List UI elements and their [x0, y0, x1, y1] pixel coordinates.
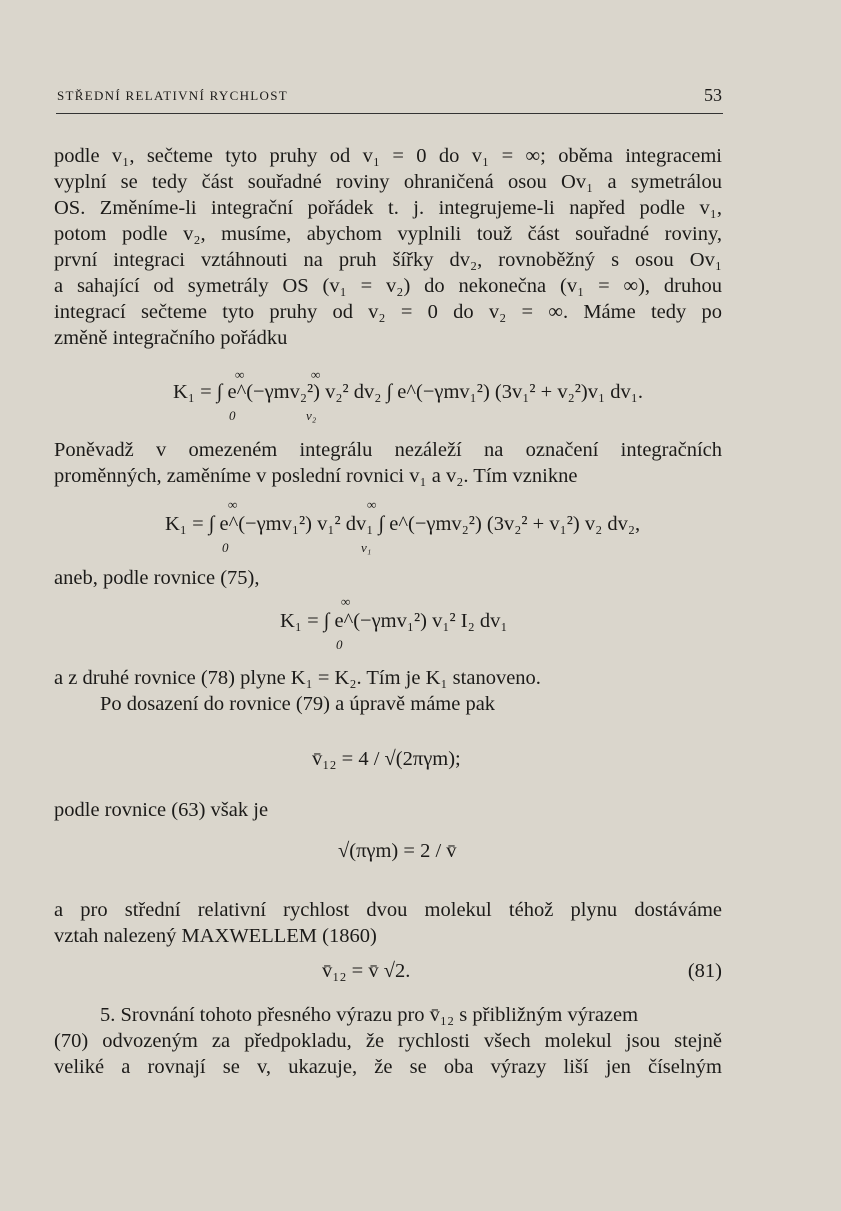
text-line: Po dosazení do rovnice (79) a úpravě máme pak	[100, 693, 496, 715]
equation: K₁ = ∫ e^(−γmv₂²) v₂² dv₂ ∫ e^(−γmv₁²) (3v₁² + v₂²)v₁ dv₁.	[173, 381, 643, 403]
text-line: podle rovnice (63) však je	[54, 799, 269, 821]
text-line: vyplní se tedy část souřadné roviny ohraničená osou Ov₁ a symetrálou	[54, 171, 722, 193]
lower-limit: v₁	[361, 540, 372, 555]
text-line: aneb, podle rovnice (75),	[54, 567, 260, 589]
text-line: změně integračního pořádku	[54, 327, 288, 349]
text-line: veliké a rovnají se v, ukazuje, že se oba výrazy liší jen číselným	[54, 1056, 722, 1078]
lower-limit: v₂	[306, 408, 317, 423]
text-line: (70) odvozeným za předpokladu, že rychlosti všech molekul jsou stejně	[54, 1030, 722, 1052]
equation: K₁ = ∫ e^(−γmv₁²) v₁² dv₁ ∫ e^(−γmv₂²) (3v₂² + v₁²) v₂ dv₂,	[165, 513, 641, 535]
text-line: OS. Změníme-li integrační pořádek t. j. integrujeme-li napřed podle v₁,	[54, 197, 722, 219]
equation-number: (81)	[687, 960, 722, 982]
upper-limit: ∞	[228, 497, 238, 512]
text-line: a sahající od symetrály OS (v₁ = v₂) do nekonečna (v₁ = ∞), druhou	[54, 275, 722, 297]
text-line: integrací sečteme tyto pruhy od v₂ = 0 do v₂ = ∞. Máme tedy po	[54, 301, 722, 323]
text-line: potom podle v₂, musíme, abychom vyplnili touž část souřadné roviny,	[54, 223, 722, 245]
text-line: Poněvadž v omezeném integrálu nezáleží na označení integračních	[54, 439, 722, 461]
text-line: první integraci vztáhnouti na pruh šířky dv₂, rovnoběžný s osou Ov₁	[54, 249, 722, 271]
text-line: a z druhé rovnice (78) plyne K₁ = K₂. Tím je K₁ stanoveno.	[54, 667, 541, 689]
page-number: 53	[704, 85, 722, 105]
upper-limit: ∞	[341, 594, 351, 609]
text-line: 5. Srovnání tohoto přesného výrazu pro v̄₁₂ s přibližným výrazem	[100, 1004, 639, 1026]
running-head: STŘEDNÍ RELATIVNÍ RYCHLOST	[57, 88, 288, 103]
equation: √(πγm) = 2 / v̄	[338, 840, 457, 862]
lower-limit: 0	[222, 540, 229, 555]
lower-limit: 0	[336, 637, 343, 652]
upper-limit: ∞	[311, 367, 321, 382]
upper-limit: ∞	[367, 497, 377, 512]
header-rule	[56, 113, 723, 114]
text-line: vztah nalezený MAXWELLEM (1860)	[54, 925, 377, 947]
upper-limit: ∞	[235, 367, 245, 382]
equation: v̄₁₂ = 4 / √(2πγm);	[312, 748, 461, 770]
lower-limit: 0	[229, 408, 236, 423]
equation: K₁ = ∫ e^(−γmv₁²) v₁² I₂ dv₁	[280, 610, 508, 632]
text-line: podle v₁, sečteme tyto pruhy od v₁ = 0 do v₁ = ∞; oběma integracemi	[54, 145, 722, 167]
text-line: a pro střední relativní rychlost dvou molekul téhož plynu dostáváme	[54, 899, 722, 921]
equation: v̄₁₂ = v̄ √2.	[322, 960, 411, 982]
text-line: proměnných, zaměníme v poslední rovnici v₁ a v₂. Tím vznikne	[54, 465, 578, 487]
